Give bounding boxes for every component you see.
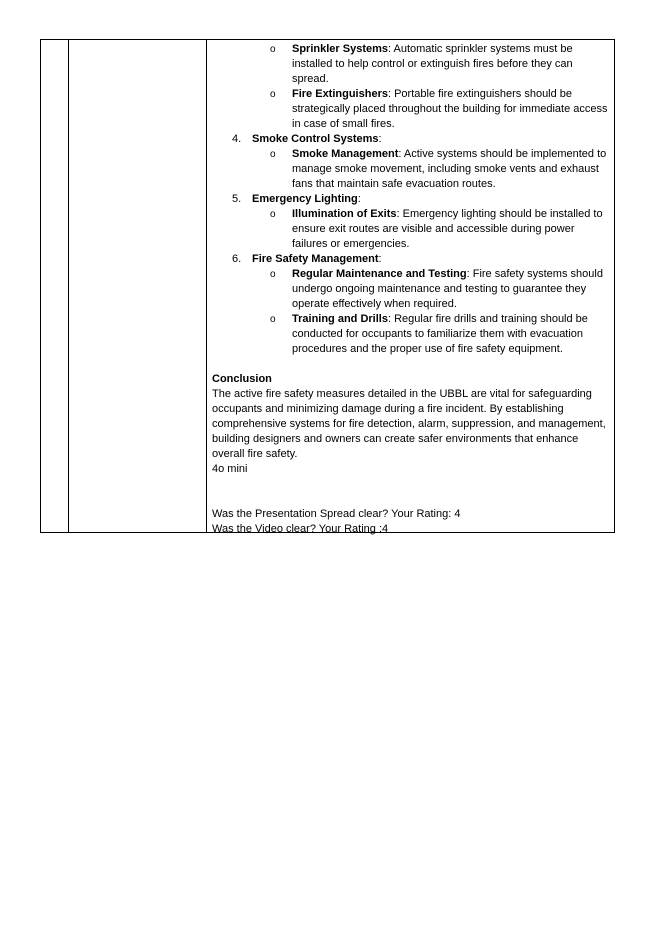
item-title: Sprinkler Systems bbox=[292, 43, 388, 55]
section-fire-safety-management bbox=[212, 252, 612, 267]
section-smoke-control bbox=[212, 132, 612, 147]
section-number: 6. bbox=[232, 253, 242, 265]
presentation-rating: Was the Presentation Spread clear? Your Rating: 4 bbox=[212, 508, 461, 520]
list-item-training-drills bbox=[212, 312, 612, 357]
hollow-bullet-icon: o bbox=[270, 314, 276, 325]
section-title: Smoke Control Systems bbox=[252, 133, 379, 145]
list-item-sprinkler-systems bbox=[212, 42, 612, 87]
table-column-divider-2 bbox=[206, 40, 207, 532]
video-rating: Was the Video clear? Your Rating :4 bbox=[212, 523, 389, 535]
item-text: : Active systems should be implemented to manage smoke movement, including smoke vents and exhaust fans that maintain safe evacuation routes. bbox=[292, 148, 607, 190]
section-number: 4. bbox=[232, 133, 242, 145]
spacer bbox=[212, 357, 612, 372]
model-tag: 4o mini bbox=[212, 463, 248, 475]
item-title: Illumination of Exits bbox=[292, 208, 397, 220]
spacer bbox=[212, 477, 612, 507]
table-column-divider-1 bbox=[68, 40, 69, 532]
table-content-cell bbox=[212, 42, 612, 537]
list-item-maintenance-testing bbox=[212, 267, 612, 312]
hollow-bullet-icon: o bbox=[270, 209, 276, 220]
item-title: Fire Extinguishers bbox=[292, 88, 388, 100]
section-title: Emergency Lighting bbox=[252, 193, 358, 205]
item-text: : Automatic sprinkler systems must be installed to help control or extinguish fires before they can spread. bbox=[292, 43, 573, 85]
item-title: Smoke Management bbox=[292, 148, 399, 160]
hollow-bullet-icon: o bbox=[270, 149, 276, 160]
hollow-bullet-icon: o bbox=[270, 269, 276, 280]
conclusion-heading bbox=[212, 372, 612, 387]
section-suffix: : bbox=[357, 193, 361, 205]
item-text: : Regular fire drills and training should be conducted for occupants to familiarize them with evacuation procedures and the proper use of fire safety equipment. bbox=[292, 313, 588, 355]
item-text: : Fire safety systems should undergo ongoing maintenance and testing to guarantee they operate effectively when required. bbox=[292, 268, 603, 310]
item-title: Training and Drills bbox=[292, 313, 388, 325]
hollow-bullet-icon: o bbox=[270, 44, 276, 55]
item-title: Regular Maintenance and Testing bbox=[292, 268, 467, 280]
item-text: : Emergency lighting should be installed to ensure exit routes are visible and accessible during power failures or emergencies. bbox=[292, 208, 603, 250]
conclusion-heading-text: Conclusion bbox=[212, 373, 272, 385]
conclusion-body: The active fire safety measures detailed in the UBBL are vital for safeguarding occupants and minimizing damage during a fire incident. By establishing comprehensive systems for fire detection, alarm, suppression, and management, building designers and owners can create safer environments that enhance overall fire safety. bbox=[212, 388, 606, 460]
section-title: Fire Safety Management bbox=[252, 253, 379, 265]
list-item-fire-extinguishers bbox=[212, 87, 612, 132]
list-item-illumination-of-exits bbox=[212, 207, 612, 252]
document-table bbox=[40, 39, 615, 533]
section-suffix: : bbox=[378, 253, 382, 265]
hollow-bullet-icon: o bbox=[270, 89, 276, 100]
section-number: 5. bbox=[232, 193, 242, 205]
section-suffix: : bbox=[378, 133, 382, 145]
list-item-smoke-management bbox=[212, 147, 612, 192]
item-text: : Portable fire extinguishers should be strategically placed throughout the building for immediate access in case of small fires. bbox=[292, 88, 608, 130]
section-emergency-lighting bbox=[212, 192, 612, 207]
